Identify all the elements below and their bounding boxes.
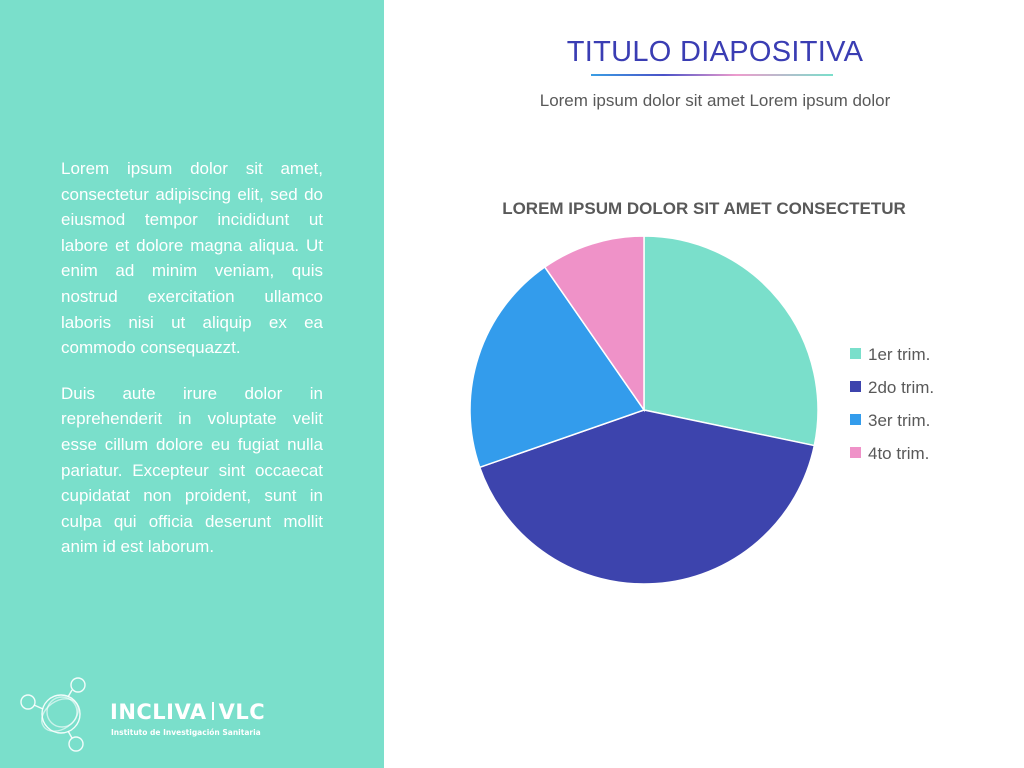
slide-title: TITULO DIAPOSITIVA	[566, 36, 864, 68]
incliva-logo	[16, 672, 266, 756]
chart-legend	[850, 345, 934, 463]
legend-label-2: 2do trim.	[868, 378, 935, 397]
legend-swatch-3	[850, 414, 861, 425]
legend-swatch-4	[850, 447, 861, 458]
logo-name-left: INCLIVA	[110, 700, 207, 724]
legend-label-3: 3er trim.	[868, 411, 931, 430]
legend-swatch-2	[850, 381, 861, 392]
logo-name-right: VLC	[218, 700, 266, 724]
pie-slice-1	[644, 236, 818, 446]
legend-swatch-1	[850, 348, 861, 359]
legend-label-4: 4to trim.	[868, 444, 930, 463]
pie-slices	[470, 236, 818, 584]
logo-wordmark	[110, 700, 265, 724]
logo-separator	[212, 702, 214, 720]
logo-tagline: Instituto de Investigación Sanitaria	[111, 728, 261, 737]
molecule-logo-icon	[16, 672, 96, 756]
main-content	[384, 0, 1024, 768]
sidebar-panel	[0, 0, 384, 768]
chart-title: LOREM IPSUM DOLOR SIT AMET CONSECTETUR	[502, 199, 906, 218]
slide-subtitle: Lorem ipsum dolor sit amet Lorem ipsum dolor	[539, 91, 891, 110]
pie-chart	[384, 0, 1024, 768]
sidebar-paragraph-1: Lorem ipsum dolor sit amet, consectetur adipiscing elit, sed do eiusmod tempor incididunt ut labore et dolore magna aliqua. Ut enim ad minim veniam, quis nostrud exercitation ullamco laboris nisi ut aliquip ex ea commodo consequazzt.	[61, 159, 323, 358]
legend-label-1: 1er trim.	[868, 345, 931, 364]
sidebar-text	[61, 156, 323, 580]
sidebar-paragraph-2: Duis aute irure dolor in reprehenderit in voluptate velit esse cillum dolore eu fugiat nulla pariatur. Excepteur sint occaecat cupidatat non proident, sunt in culpa qui officia deserunt mollit anim id est laborum.	[61, 383, 323, 557]
